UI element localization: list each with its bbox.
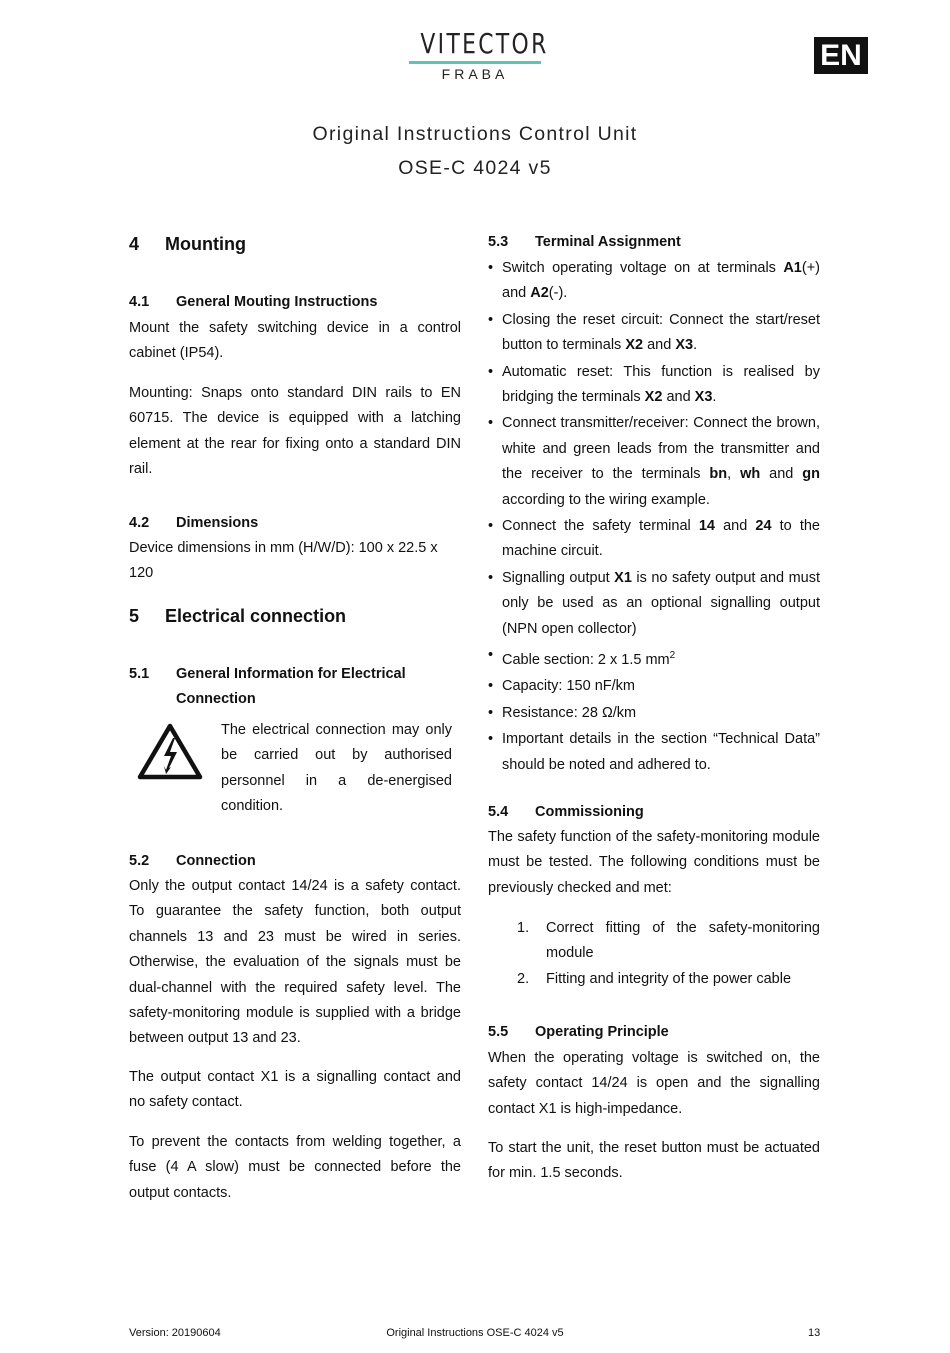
bold-term: 14 — [698, 518, 715, 535]
bullet-text: to the machine circuit. — [502, 518, 820, 560]
paragraph: The safety function of the safety-monitoring module must be tested. The following conditions must be previously checked and met: — [488, 829, 820, 896]
bold-term: wh — [740, 466, 761, 483]
bold-term: X3 — [694, 389, 713, 406]
bullet-text: and — [662, 389, 695, 406]
bold-term: 24 — [755, 518, 772, 535]
bold-term: bn — [709, 466, 728, 483]
bold-term: gn — [802, 466, 820, 483]
heading-text: Connection — [176, 853, 256, 869]
heading-5-3 — [488, 230, 820, 255]
bold-term: X3 — [675, 337, 694, 354]
heading-4-2 — [129, 511, 461, 536]
bullet-text: Important details in the section “Technical Data” should be noted and adhered to. — [502, 731, 820, 773]
list-item — [488, 967, 820, 992]
bullet-item — [488, 514, 820, 565]
heading-number: 5.2 — [129, 853, 150, 869]
high-voltage-warning-icon — [137, 722, 203, 780]
heading-text: General Information for Electrical Connection — [176, 666, 406, 708]
heading-text: General Mouting Instructions — [176, 294, 378, 310]
logo-underline — [409, 61, 541, 64]
heading-4-1 — [129, 290, 461, 315]
paragraph: The output contact X1 is a signalling contact and no safety contact. — [129, 1069, 461, 1111]
bullet-text: and — [714, 518, 756, 535]
bullet-item — [488, 256, 820, 307]
bullet-text: is no safety output and must only be used as an optional signalling output (NPN open collector) — [502, 569, 820, 637]
bold-term: A2 — [530, 285, 549, 302]
language-badge: EN — [814, 37, 868, 74]
page-number: 13 — [808, 1327, 821, 1339]
heading-5-1 — [129, 662, 461, 713]
heading-number: 4 — [129, 234, 140, 254]
vitector-fraba-logo — [405, 27, 549, 84]
bullet-text: and — [643, 337, 676, 354]
bullet-text: Signalling output — [502, 569, 615, 586]
heading-number: 5.1 — [129, 666, 150, 682]
logo-subtext: FRABA — [441, 66, 509, 82]
bullet-text: according to the wiring example. — [502, 491, 710, 508]
bold-term: X2 — [625, 337, 644, 354]
commissioning-list — [488, 916, 820, 992]
doc-title: Original Instructions Control Unit — [312, 123, 638, 145]
terminal-assignment-list — [488, 256, 820, 779]
bullet-item — [488, 411, 820, 513]
bullet-item — [488, 308, 820, 359]
bullet-text: and — [760, 466, 803, 483]
warning-text: The electrical connection may only be carried out by authorised personnel in a de-energised condition. — [221, 722, 452, 815]
bullet-item — [488, 727, 820, 778]
bullet-item — [488, 643, 820, 673]
bold-term: A1 — [783, 260, 802, 276]
heading-5-4 — [488, 800, 820, 825]
bullet-item — [488, 674, 820, 699]
footer-doc-title: Original Instructions OSE-C 4024 v5 — [386, 1327, 564, 1339]
bullet-text: Switch operating voltage on at terminals — [502, 260, 784, 276]
bullet-text: (+) and — [502, 260, 820, 302]
heading-number: 5 — [129, 606, 140, 626]
logo-text: VITECTOR — [420, 27, 549, 60]
heading-text: Terminal Assignment — [535, 234, 681, 250]
heading-text: Electrical connection — [165, 606, 347, 626]
list-text: Correct fitting of the safety-monitoring module — [546, 920, 820, 962]
list-number: 2. — [517, 970, 530, 987]
heading-text: Commissioning — [535, 804, 644, 820]
doc-subtitle: OSE-C 4024 v5 — [398, 157, 552, 179]
heading-number: 4.1 — [129, 294, 150, 310]
paragraph: When the operating voltage is switched on, the safety contact 14/24 is open and the signalling contact X1 is high-impedance. — [488, 1050, 820, 1117]
bullet-text: Capacity: 150 nF/km — [502, 678, 635, 695]
bullet-text: . — [693, 337, 698, 354]
list-text: Fitting and integrity of the power cable — [546, 970, 792, 987]
heading-number: 5.5 — [488, 1024, 509, 1040]
bold-term: X1 — [614, 569, 632, 586]
heading-text: Operating Principle — [535, 1024, 669, 1040]
bold-term: X2 — [644, 389, 663, 406]
heading-5-2 — [129, 849, 461, 874]
paragraph: Only the output contact 14/24 is a safety contact. To guarantee the safety function, both output channels 13 and 23 must be wired in series. Otherwise, the evaluation of the signals must be dual-channel with the required safety level. The safety-monitoring module is supplied with a bridge between output 13 and 23. — [129, 878, 461, 1047]
bullet-text: 2 — [669, 650, 676, 662]
bullet-text: Automatic reset: This function is realised by bridging the terminals — [502, 363, 820, 406]
bullet-item — [488, 360, 820, 411]
list-item — [488, 916, 820, 967]
heading-5 — [129, 606, 461, 627]
bullet-text: , — [727, 466, 741, 483]
bullet-text: Connect the safety terminal — [502, 518, 699, 535]
list-number: 1. — [517, 920, 530, 936]
paragraph: To prevent the contacts from welding together, a fuse (4 A slow) must be connected before the output contacts. — [129, 1134, 461, 1201]
heading-text: Dimensions — [176, 515, 259, 531]
bullet-text: Connect transmitter/receiver: Connect the brown, white and green leads from the transmitter and the receiver to the terminals — [502, 415, 820, 483]
bullet-text: (-). — [548, 285, 568, 302]
bullet-item — [488, 701, 820, 726]
bullet-text: . — [712, 389, 717, 406]
paragraph: Mounting: Snaps onto standard DIN rails to EN 60715. The device is equipped with a latching element at the rear for fixing onto a standard DIN rail. — [129, 385, 461, 478]
bullet-text: Resistance: 28 Ω/km — [502, 704, 637, 721]
heading-5-5 — [488, 1020, 820, 1045]
heading-text: Mounting — [165, 234, 246, 254]
bullet-item — [488, 566, 820, 642]
heading-number: 5.3 — [488, 234, 509, 250]
heading-number: 5.4 — [488, 804, 509, 820]
paragraph: Device dimensions in mm (H/W/D): 100 x 22.5 x 120 — [129, 540, 438, 582]
paragraph: Mount the safety switching device in a control cabinet (IP54). — [129, 320, 461, 362]
paragraph: To start the unit, the reset button must be actuated for min. 1.5 seconds. — [488, 1140, 820, 1182]
bullet-text: Cable section: 2 x 1.5 mm — [502, 651, 670, 668]
footer-version: Version: 20190604 — [129, 1327, 221, 1339]
heading-number: 4.2 — [129, 515, 150, 531]
heading-4 — [129, 234, 461, 255]
bullet-text: Closing the reset circuit: Connect the start/reset button to terminals — [502, 311, 820, 354]
